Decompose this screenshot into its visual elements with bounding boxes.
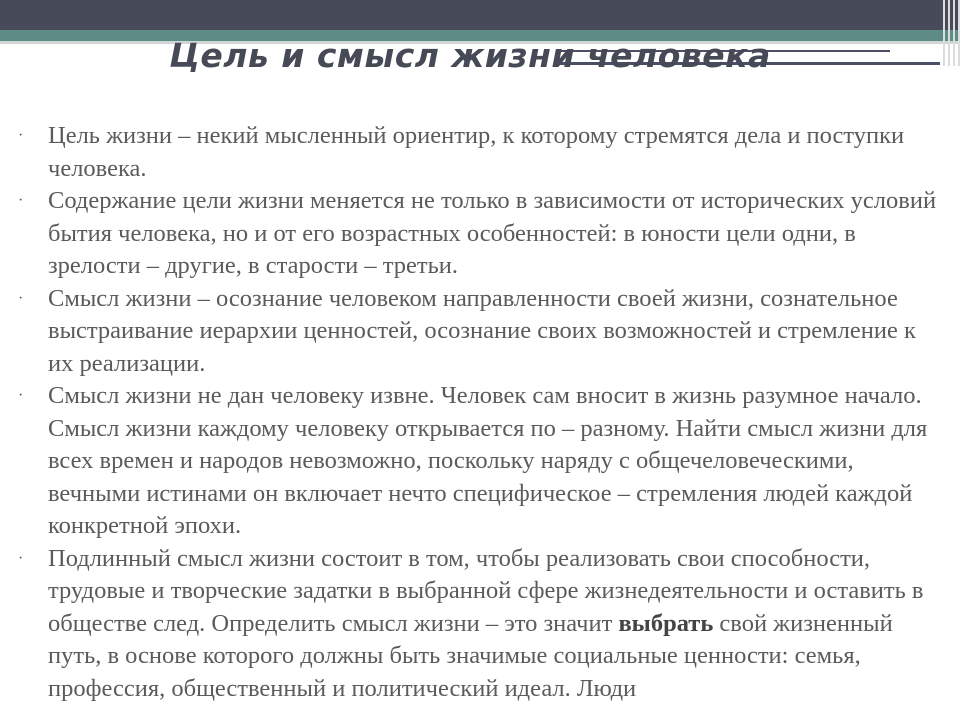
list-item: [18, 185, 943, 283]
list-item-text: Смысл жизни не дан человеку извне. Человек сам вносит в жизнь разумное начало. Смысл жизни каждому человеку открывается по – разному. Найти смысл жизни для всех времен и народов невозможно, поскольку наряду с общечеловеческими, вечными истинами он включает нечто специфическое – стремления людей каждой конкретной эпохи.: [48, 382, 928, 539]
bullet-dot: ·: [18, 387, 24, 404]
bullet-list: [18, 120, 943, 705]
text-segment: Подлинный смысл жизни состоит в том, чтобы реализовать свои способности, трудовые и творческие задатки в выбранной сфере жизнедеятельности и оставить в обществе след. Определить смысл жизни – это значит: [48, 544, 924, 637]
bullet-dot: ·: [18, 549, 24, 567]
list-item: [18, 543, 943, 706]
list-item-text: Содержание цели жизни меняется не только в зависимости от исторических условий бытия человека, но и от его возрастных особенностей: в юности цели одни, в зрелости – другие, в старости – третьи.: [48, 187, 937, 279]
list-item: [18, 380, 943, 543]
list-item: [18, 283, 943, 381]
list-item-text: Цель жизни – некий мысленный ориентир, к которому стремятся дела и поступки человека.: [48, 122, 905, 182]
bullet-dot: ·: [18, 127, 24, 144]
list-item-text: [48, 543, 943, 706]
list-item-text: Смысл жизни – осознание человеком направленности своей жизни, сознательное выстраивание иерархии ценностей, осознание своих возможностей и стремление к их реализации.: [48, 284, 916, 377]
bullet-dot: ·: [18, 289, 24, 307]
list-item: [18, 120, 943, 185]
emphasis-word: выбрать: [618, 609, 714, 637]
slide-title: Цель и смысл жизни человека: [169, 36, 771, 75]
bullet-dot: ·: [18, 192, 24, 209]
text-segment: свой жизненный путь, в основе которого должны быть значимые социальные ценности: семья, профессия, общественный и политический идеал. Люди: [48, 609, 893, 702]
header-bar: [0, 0, 960, 30]
